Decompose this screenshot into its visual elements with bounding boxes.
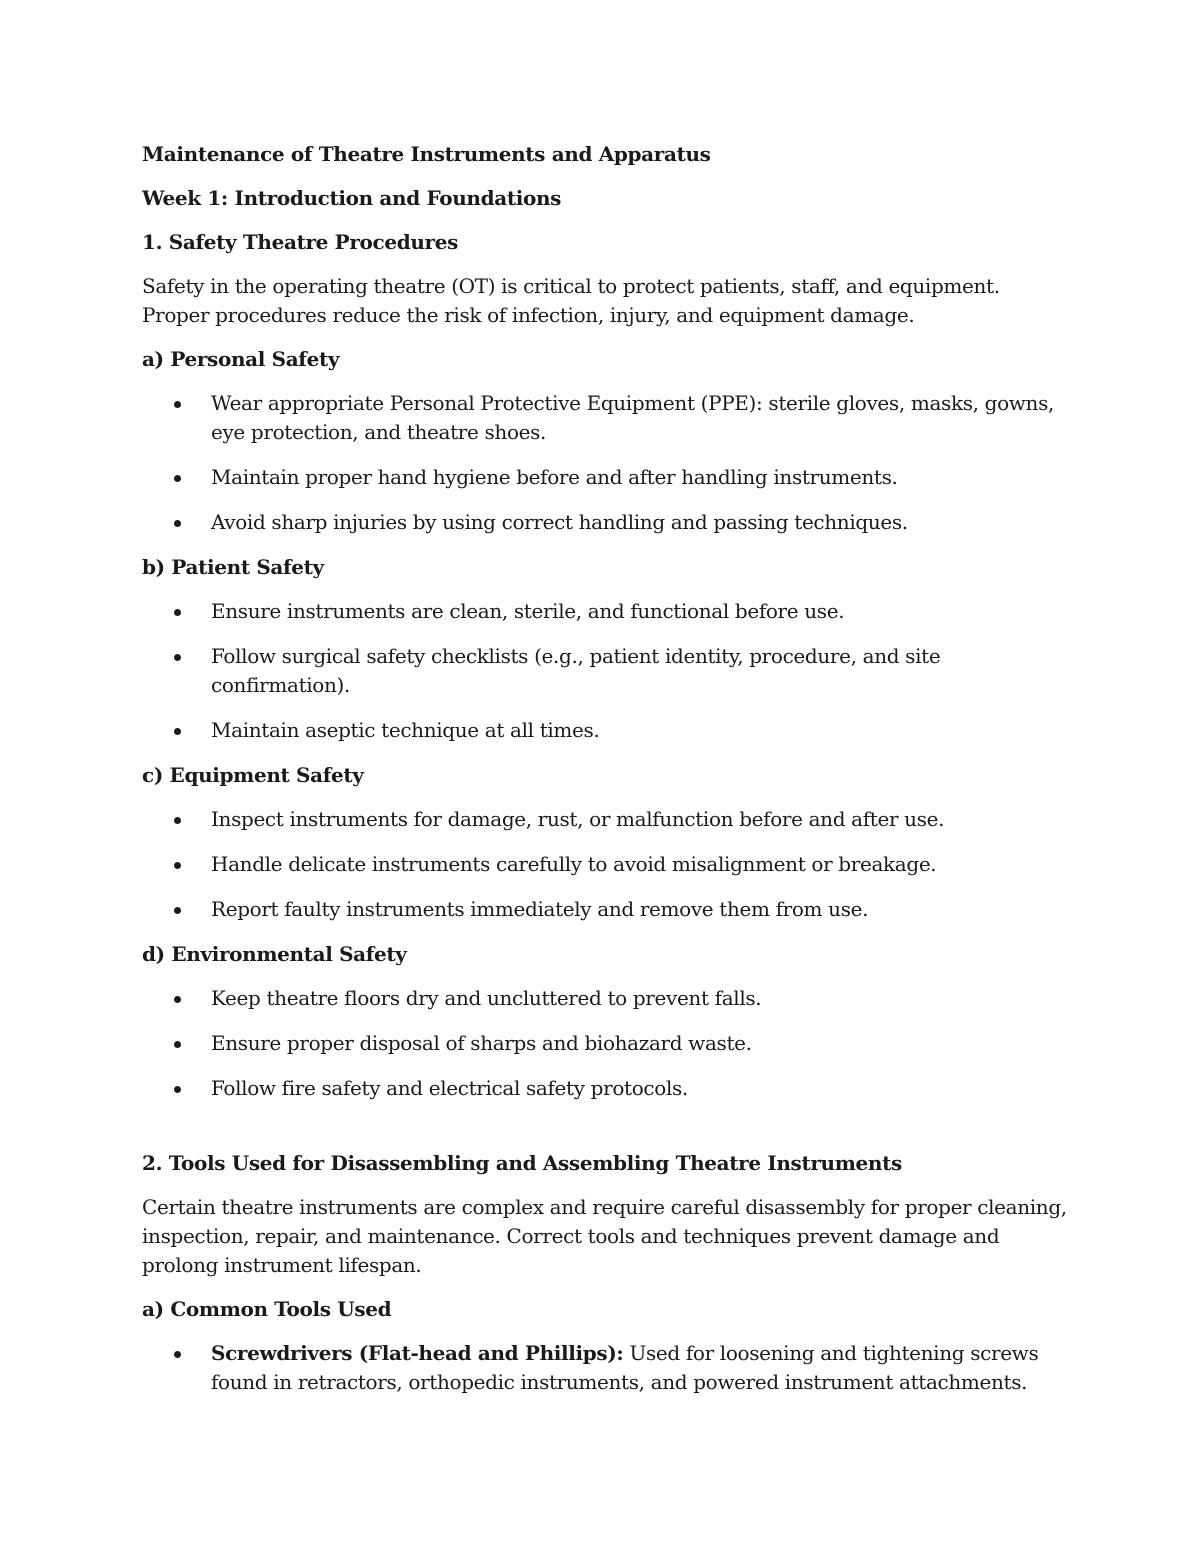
section-spacer [142, 1119, 1072, 1149]
list-item-text: Report faulty instruments immediately and remove them from use. [211, 897, 869, 921]
bullet-icon [174, 1041, 181, 1048]
list-item [142, 895, 1072, 924]
list-item-text: Maintain proper hand hygiene before and after handling instruments. [211, 465, 898, 489]
bullet-icon [174, 1351, 181, 1358]
environmental-safety-heading: d) Environmental Safety [142, 942, 407, 966]
section-1-heading: 1. Safety Theatre Procedures [142, 230, 459, 254]
bullet-icon [174, 907, 181, 914]
section-2-intro: Certain theatre instruments are complex and require careful disassembly for proper cleaning, inspection, repair, and maintenance. Correct tools and techniques prevent damage and prolong instrument lifespan. [142, 1195, 1067, 1277]
tool-term: Screwdrivers (Flat-head and Phillips): [211, 1341, 624, 1365]
list-item [142, 463, 1072, 492]
bullet-icon [174, 475, 181, 482]
patient-safety-list [142, 597, 1072, 745]
list-item [142, 642, 1072, 700]
list-item-text: Avoid sharp injuries by using correct handling and passing techniques. [211, 510, 908, 534]
bullet-icon [174, 654, 181, 661]
bullet-icon [174, 996, 181, 1003]
list-item [142, 1339, 1072, 1397]
section-2-heading: 2. Tools Used for Disassembling and Assembling Theatre Instruments [142, 1151, 902, 1175]
list-item-text: Handle delicate instruments carefully to avoid misalignment or breakage. [211, 852, 937, 876]
list-item-text: Ensure instruments are clean, sterile, and functional before use. [211, 599, 845, 623]
environmental-safety-list [142, 984, 1072, 1103]
list-item [142, 1074, 1072, 1103]
list-item-text: Ensure proper disposal of sharps and biohazard waste. [211, 1031, 752, 1055]
bullet-icon [174, 1086, 181, 1093]
list-item [142, 850, 1072, 879]
bullet-icon [174, 401, 181, 408]
personal-safety-list [142, 389, 1072, 537]
bullet-icon [174, 520, 181, 527]
list-item [142, 389, 1072, 447]
bullet-icon [174, 728, 181, 735]
list-item-text: Maintain aseptic technique at all times. [211, 718, 600, 742]
list-item-text: Follow fire safety and electrical safety protocols. [211, 1076, 688, 1100]
list-item [142, 984, 1072, 1013]
list-item [142, 716, 1072, 745]
list-item [142, 1029, 1072, 1058]
section-1-intro: Safety in the operating theatre (OT) is critical to protect patients, staff, and equipment. Proper procedures reduce the risk of infection, injury, and equipment damage. [142, 274, 1000, 327]
equipment-safety-list [142, 805, 1072, 924]
equipment-safety-heading: c) Equipment Safety [142, 763, 364, 787]
list-item-text: Inspect instruments for damage, rust, or malfunction before and after use. [211, 807, 945, 831]
personal-safety-heading: a) Personal Safety [142, 347, 340, 371]
week-heading: Week 1: Introduction and Foundations [142, 186, 562, 210]
tool-description: Used for loosening and tightening screws found in retractors, orthopedic instruments, and powered instrument attachments. [211, 1341, 1039, 1394]
bullet-icon [174, 862, 181, 869]
list-item [142, 597, 1072, 626]
list-item-text: Follow surgical safety checklists (e.g., patient identity, procedure, and site confirmation). [211, 644, 941, 697]
common-tools-list [142, 1339, 1072, 1397]
bullet-icon [174, 817, 181, 824]
document-page [142, 140, 1072, 1413]
common-tools-heading: a) Common Tools Used [142, 1297, 392, 1321]
list-item [142, 508, 1072, 537]
patient-safety-heading: b) Patient Safety [142, 555, 324, 579]
list-item [142, 805, 1072, 834]
list-item-text: Keep theatre floors dry and uncluttered to prevent falls. [211, 986, 762, 1010]
list-item-text: Wear appropriate Personal Protective Equipment (PPE): sterile gloves, masks, gowns, eye protection, and theatre shoes. [211, 391, 1055, 444]
document-title: Maintenance of Theatre Instruments and Apparatus [142, 142, 711, 166]
bullet-icon [174, 609, 181, 616]
